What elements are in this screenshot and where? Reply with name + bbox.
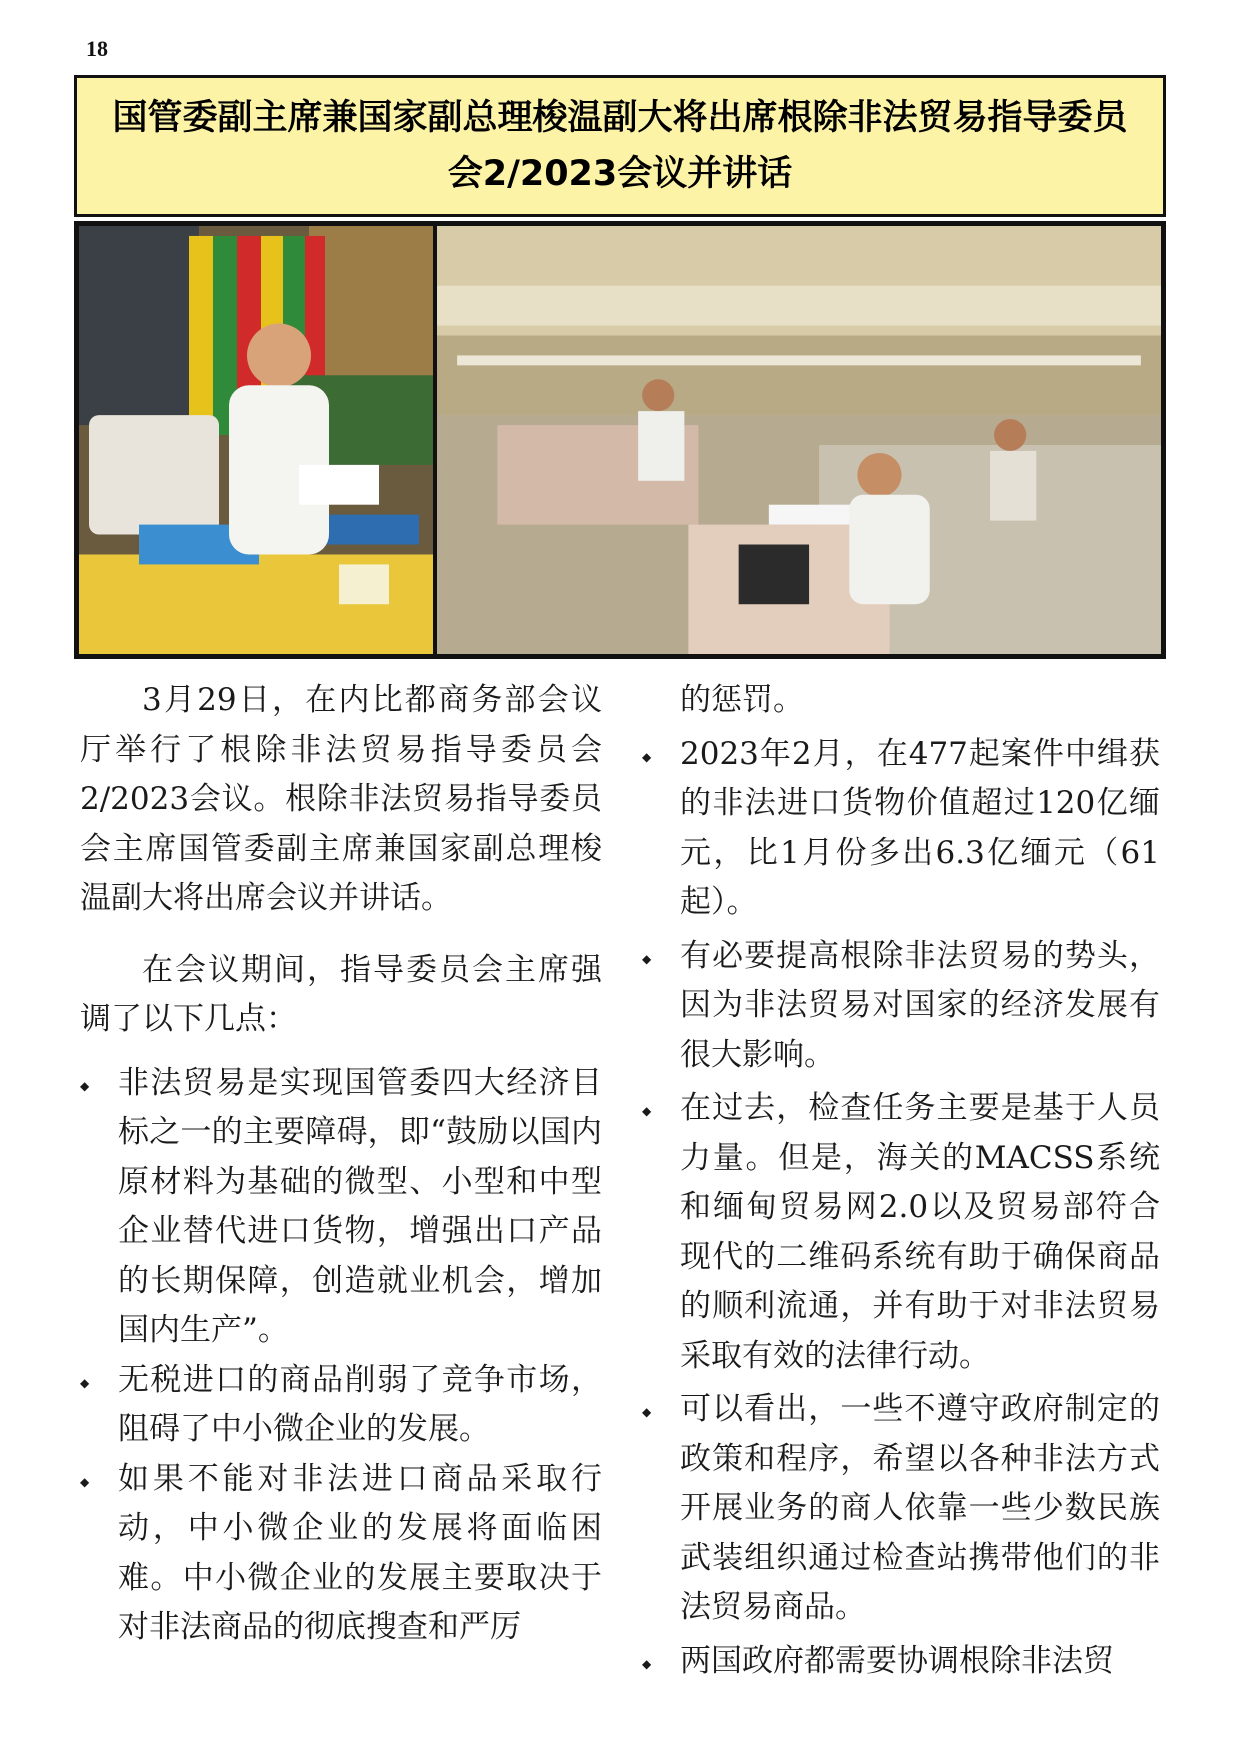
list-item-text: 有必要提高根除非法贸易的势头，因为非法贸易对国家的经济发展有很大影响。 bbox=[680, 937, 1160, 1073]
list-item-text: 无税进口的商品削弱了竞争市场，阻碍了中小微企业的发展。 bbox=[118, 1361, 602, 1447]
list-item bbox=[642, 730, 1160, 928]
right-column bbox=[642, 676, 1160, 1686]
list-item bbox=[80, 1059, 602, 1356]
meeting-hall-photo bbox=[437, 226, 1161, 654]
list-item bbox=[642, 1084, 1160, 1381]
left-bullet-list bbox=[80, 1059, 602, 1653]
diamond-bullet-icon bbox=[642, 1405, 652, 1419]
list-item-text: 如果不能对非法进口商品采取行动，中小微企业的发展将面临困难。中小微企业的发展主要取决于对非法商品的彻底搜查和严厉 bbox=[118, 1460, 602, 1645]
diamond-bullet-icon bbox=[642, 1104, 652, 1118]
right-bullet-list bbox=[642, 730, 1160, 1687]
continued-text: 的惩罚。 bbox=[680, 682, 804, 718]
list-item bbox=[642, 1385, 1160, 1633]
list-item bbox=[80, 1455, 602, 1653]
diamond-bullet-icon bbox=[642, 952, 652, 966]
list-item bbox=[642, 1637, 1160, 1687]
diamond-bullet-icon bbox=[642, 1657, 652, 1671]
page-number: 18 bbox=[86, 36, 108, 61]
list-item-text: 2023年2月，在477起案件中缉获的非法进口货物价值超过120亿缅元，比1月份多出6.3亿缅元（61起）。 bbox=[680, 735, 1160, 920]
diamond-bullet-icon bbox=[80, 1079, 90, 1093]
intro-paragraph: 3月29日，在内比都商务部会议厅举行了根除非法贸易指导委员会2/2023会议。根除非法贸易指导委员会主席国管委副主席兼国家副总理梭温副大将出席会议并讲话。 bbox=[80, 682, 602, 916]
left-column bbox=[80, 676, 602, 1653]
speaker-photo bbox=[79, 226, 433, 654]
points-intro-paragraph: 在会议期间，指导委员会主席强调了以下几点： bbox=[80, 951, 602, 1037]
title-box bbox=[74, 75, 1166, 217]
list-item-text: 在过去，检查任务主要是基于人员力量。但是，海关的MACSS系统和缅甸贸易网2.0以及贸易部符合现代的二维码系统有助于确保商品的顺利流通，并有助于对非法贸易采取有效的法律行动。 bbox=[680, 1090, 1160, 1374]
list-item bbox=[80, 1356, 602, 1455]
diamond-bullet-icon bbox=[80, 1475, 90, 1489]
page-title: 国管委副主席兼国家副总理梭温副大将出席根除非法贸易指导委员会2/2023会议并讲话 bbox=[112, 98, 1128, 194]
list-item-text: 非法贸易是实现国管委四大经济目标之一的主要障碍，即“鼓励以国内原材料为基础的微型、小型和中型企业替代进口货物，增强出口产品的长期保障，创造就业机会，增加国内生产”。 bbox=[118, 1064, 602, 1348]
list-item-text: 两国政府都需要协调根除非法贸 bbox=[680, 1642, 1114, 1679]
list-item-text: 可以看出，一些不遵守政府制定的政策和程序，希望以各种非法方式开展业务的商人依靠一些少数民族武装组织通过检查站携带他们的非法贸易商品。 bbox=[680, 1391, 1160, 1625]
photo-strip bbox=[74, 221, 1166, 659]
diamond-bullet-icon bbox=[80, 1376, 90, 1390]
diamond-bullet-icon bbox=[642, 750, 652, 764]
list-item bbox=[642, 932, 1160, 1081]
